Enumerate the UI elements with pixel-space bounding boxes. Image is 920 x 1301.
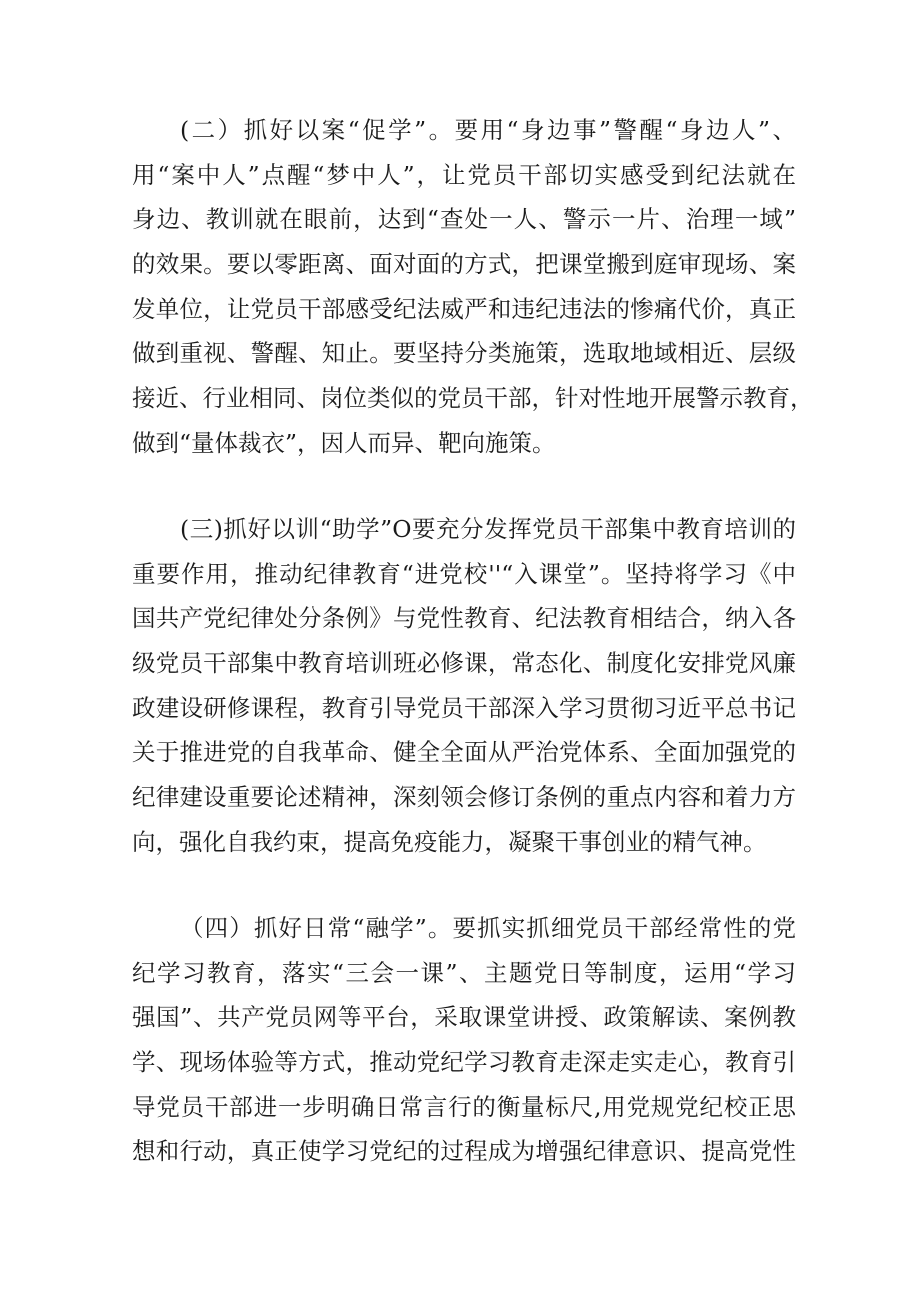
text-line: 级党员干部集中教育培训班必修课，常态化、制度化安排党风廉 [132, 649, 796, 678]
text-line: 做到“量体裁衣”，因人而异、靶向施策。 [132, 428, 556, 457]
text-line: 重要作用，推动纪律教育“进党校''“入课堂”。坚持将学习《中 [132, 559, 796, 588]
text-line: 身边、教训就在眼前，达到“查处一人、警示一片、治理一域” [132, 205, 796, 234]
text-line: 想和行动，真正使学习党纪的过程成为增强纪律意识、提高党性 [132, 1137, 796, 1166]
paragraph-2 [132, 507, 796, 865]
paragraph-3 [132, 906, 796, 1174]
text-line: 纪学习教育，落实“三会一课”、主题党日等制度，运用“学习 [132, 958, 796, 987]
text-line: 接近、行业相同、岗位类似的党员干部，针对性地开展警示教育， [132, 384, 814, 413]
text-line: 关于推进党的自我革命、健全全面从严治党体系、全面加强党的 [132, 738, 796, 767]
text-line: 的效果。要以零距离、面对面的方式，把课堂搬到庭审现场、案 [132, 250, 796, 279]
text-line: 纪律建设重要论述精神，深刻领会修订条例的重点内容和着力方 [132, 783, 796, 812]
text-line: 发单位，让党员干部感受纪法威严和违纪违法的惨痛代价，真正 [132, 294, 796, 323]
text-line: 学、现场体验等方式，推动党纪学习教育走深走实走心，教育引 [132, 1048, 796, 1077]
text-line: 国共产党纪律处分条例》与党性教育、纪法教育相结合，纳入各 [132, 604, 796, 633]
text-line: 强国”、共产党员网等平台，采取课堂讲授、政策解读、案例教 [132, 1003, 796, 1032]
text-line: 导党员干部进一步明确日常言行的衡量标尺,用党规党纪校正思 [132, 1092, 796, 1121]
text-line: 向，强化自我约束，提高免疫能力，凝聚干事创业的精气神。 [132, 827, 767, 856]
text-line: (三)抓好以训“助学”O要充分发挥党员干部集中教育培训的 [180, 515, 796, 543]
text-line: (二）抓好以案“促学”。要用“身边事”警醒“身边人”、 [180, 116, 796, 144]
text-line: 用“案中人”点醒“梦中人”，让党员干部切实感受到纪法就在 [132, 160, 796, 189]
paragraph-1 [132, 108, 814, 466]
text-line: （四）抓好日常“融学”。要抓实抓细党员干部经常性的党 [180, 914, 796, 942]
text-line: 做到重视、警醒、知止。要坚持分类施策，选取地域相近、层级 [132, 339, 796, 368]
text-line: 政建设研修课程，教育引导党员干部深入学习贯彻习近平总书记 [132, 693, 796, 722]
